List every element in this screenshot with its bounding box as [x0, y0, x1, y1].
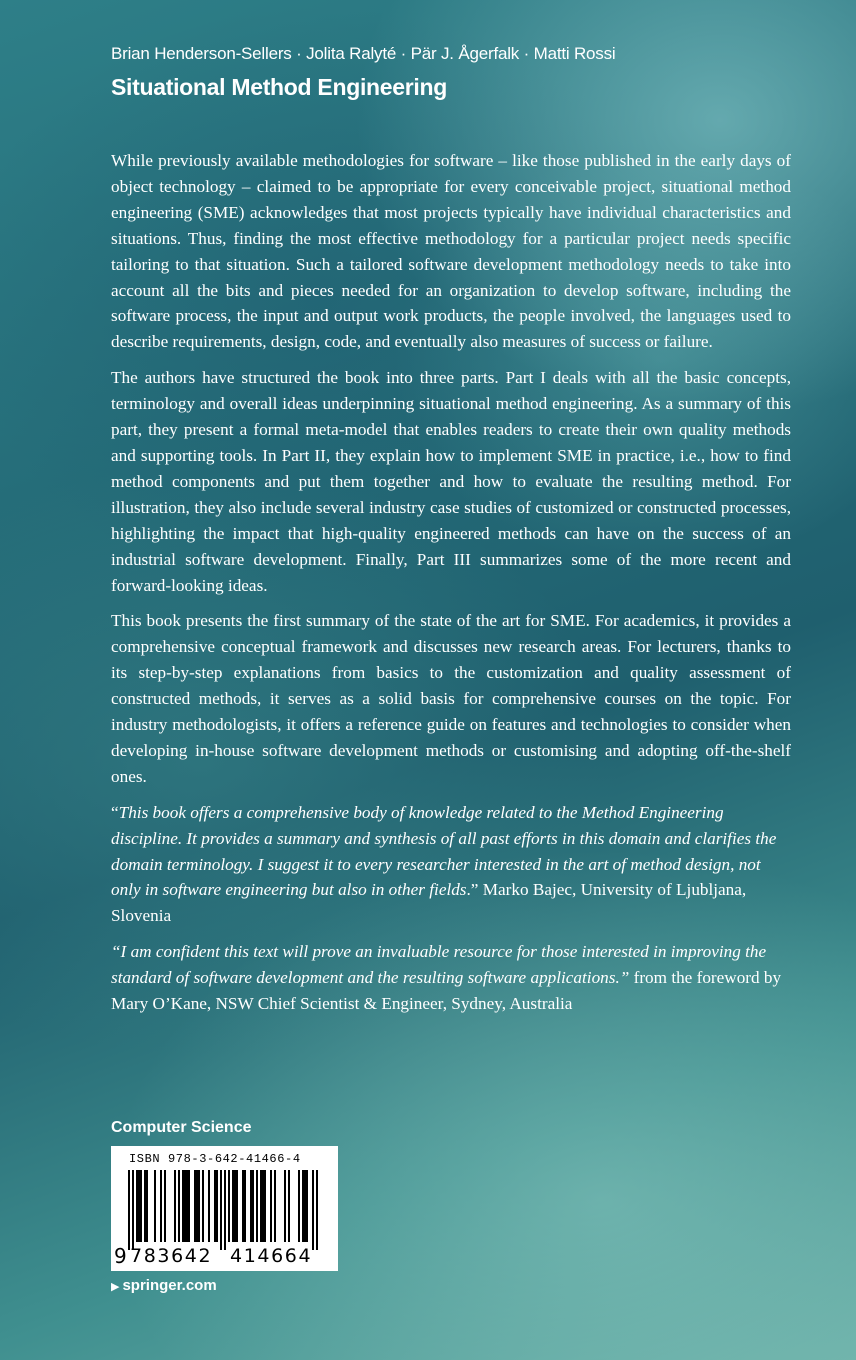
barcode-bar: [128, 1170, 130, 1250]
ean-digit-group-2: 414664: [230, 1245, 313, 1267]
barcode-bar: [132, 1170, 134, 1250]
quote-text: “I am confident this text will prove an invaluable resource for those interested in improving the standard of software development and the resulting software applications.”: [111, 942, 767, 988]
barcode-bar: [182, 1170, 184, 1242]
arrow-right-icon: ▶: [111, 1281, 120, 1293]
barcode-bar: [164, 1170, 166, 1242]
publisher-url: springer.com: [122, 1277, 217, 1294]
isbn-barcode: [111, 1146, 338, 1271]
barcode-bar: [244, 1170, 246, 1242]
barcode-bar: [256, 1170, 258, 1242]
book-title: Situational Method Engineering: [111, 74, 448, 100]
barcode-bar: [288, 1170, 290, 1242]
barcode-bar: [260, 1170, 262, 1242]
barcode-bar: [198, 1170, 200, 1242]
barcode-bar: [234, 1170, 236, 1242]
barcode-bar: [220, 1170, 222, 1250]
endorsement-quote-1: [111, 800, 791, 930]
quote-close-mark: .”: [466, 880, 483, 900]
publisher-link[interactable]: [111, 1277, 217, 1294]
barcode-bar: [264, 1170, 266, 1242]
barcode-bar: [138, 1170, 140, 1242]
barcode-bar: [274, 1170, 276, 1242]
barcode-bar: [224, 1170, 226, 1250]
subject-category: Computer Science: [111, 1119, 252, 1136]
barcode-bar: [236, 1170, 238, 1242]
quote-open-mark: “: [111, 802, 119, 822]
barcode-bar: [136, 1170, 138, 1242]
blurb-paragraph-3: This book presents the first summary of the state of the art for SME. For academics, it provides a comprehensive conceptual framework and discusses new research areas. For lecturers, thanks to its step-by-step explanations from basics to the customization and quality assessment of constructed methods, it serves as a solid basis for comprehensive courses on the topic. For industry methodologists, it offers a reference guide on features and technologies to consider when developing in-house software development methods or customising and adopting off-the-shelf ones.: [111, 611, 791, 786]
quote-attribution: from the foreword by Mary O’Kane, NSW Chief Scientist & Engineer, Sydney, Australia: [111, 968, 782, 1014]
barcode-bar: [188, 1170, 190, 1242]
barcode-bar: [228, 1170, 230, 1242]
authors-line: Brian Henderson-Sellers · Jolita Ralyté · Pär J. Ågerfalk · Matti Rossi: [111, 44, 616, 63]
back-cover-blurb: [111, 148, 791, 1027]
quote-attribution: Marko Bajec, University of Ljubljana, Slovenia: [111, 880, 747, 926]
barcode-bar: [252, 1170, 254, 1242]
barcode-bar: [270, 1170, 272, 1242]
barcode-bar: [306, 1170, 308, 1242]
barcode-bar: [140, 1170, 142, 1242]
barcode-bar: [242, 1170, 244, 1242]
quote-text: This book offers a comprehensive body of knowledge related to the Method Engineering discipline. It provides a summary and synthesis of all past efforts in this domain and clarifies the domain terminology. I suggest it to every researcher interested in the art of method design, not only in software engineering but also in other fields: [111, 802, 777, 900]
barcode-bar: [186, 1170, 188, 1242]
barcode-bar: [312, 1170, 314, 1250]
isbn-label: ISBN 978-3-642-41466-4: [129, 1152, 301, 1166]
barcode-bar: [160, 1170, 162, 1242]
barcode-bar: [304, 1170, 306, 1242]
barcode-bar: [232, 1170, 234, 1242]
barcode-bar: [302, 1170, 304, 1242]
barcode-bar: [196, 1170, 198, 1242]
barcode-bar: [208, 1170, 210, 1242]
blurb-paragraph-2: The authors have structured the book into three parts. Part I deals with all the basic concepts, terminology and overall ideas underpinning situational method engineering. As a summary of this part, they present a formal meta-model that enables readers to create their own quality methods and supporting tools. In Part II, they explain how to implement SME in practice, i.e., how to find method components and put them together and how to evaluate the resulting method. For illustration, they also include several industry case studies of customized or constructed processes, highlighting the impact that high-quality engineered methods can have on the success of an industrial software development. Finally, Part III summarizes some of the more recent and forward-looking ideas.: [111, 368, 791, 595]
barcode-bar: [284, 1170, 286, 1242]
blurb-paragraph-1: While previously available methodologies for software – like those published in the early days of object technology – claimed to be appropriate for every conceivable project, situational method engineering (SME) acknowledges that most projects typically have individual characteristics and situations. Thus, finding the most effective methodology for a particular project needs specific tailoring to that situation. Such a tailored software development methodology needs to take into account all the bits and pieces needed for an organization to develop software, including the software process, the input and output work products, the people involved, the languages used to describe requirements, design, code, and eventually also measures of success or failure.: [111, 151, 791, 352]
barcode-bar: [194, 1170, 196, 1242]
barcode-bar: [144, 1170, 146, 1242]
barcode-bar: [298, 1170, 300, 1242]
barcode-bar: [146, 1170, 148, 1242]
barcode-bar: [202, 1170, 204, 1242]
barcode-bar: [184, 1170, 186, 1242]
barcode-bar: [178, 1170, 180, 1242]
barcode-bar: [216, 1170, 218, 1242]
barcode-bar: [262, 1170, 264, 1242]
barcode-bar: [316, 1170, 318, 1250]
ean-digit-group-1: 783642: [130, 1245, 213, 1267]
barcode-bar: [154, 1170, 156, 1242]
barcode-bar: [214, 1170, 216, 1242]
ean-first-digit: 9: [114, 1244, 127, 1268]
barcode-bar: [250, 1170, 252, 1242]
endorsement-quote-2: [111, 939, 791, 1017]
barcode-bar: [174, 1170, 176, 1242]
